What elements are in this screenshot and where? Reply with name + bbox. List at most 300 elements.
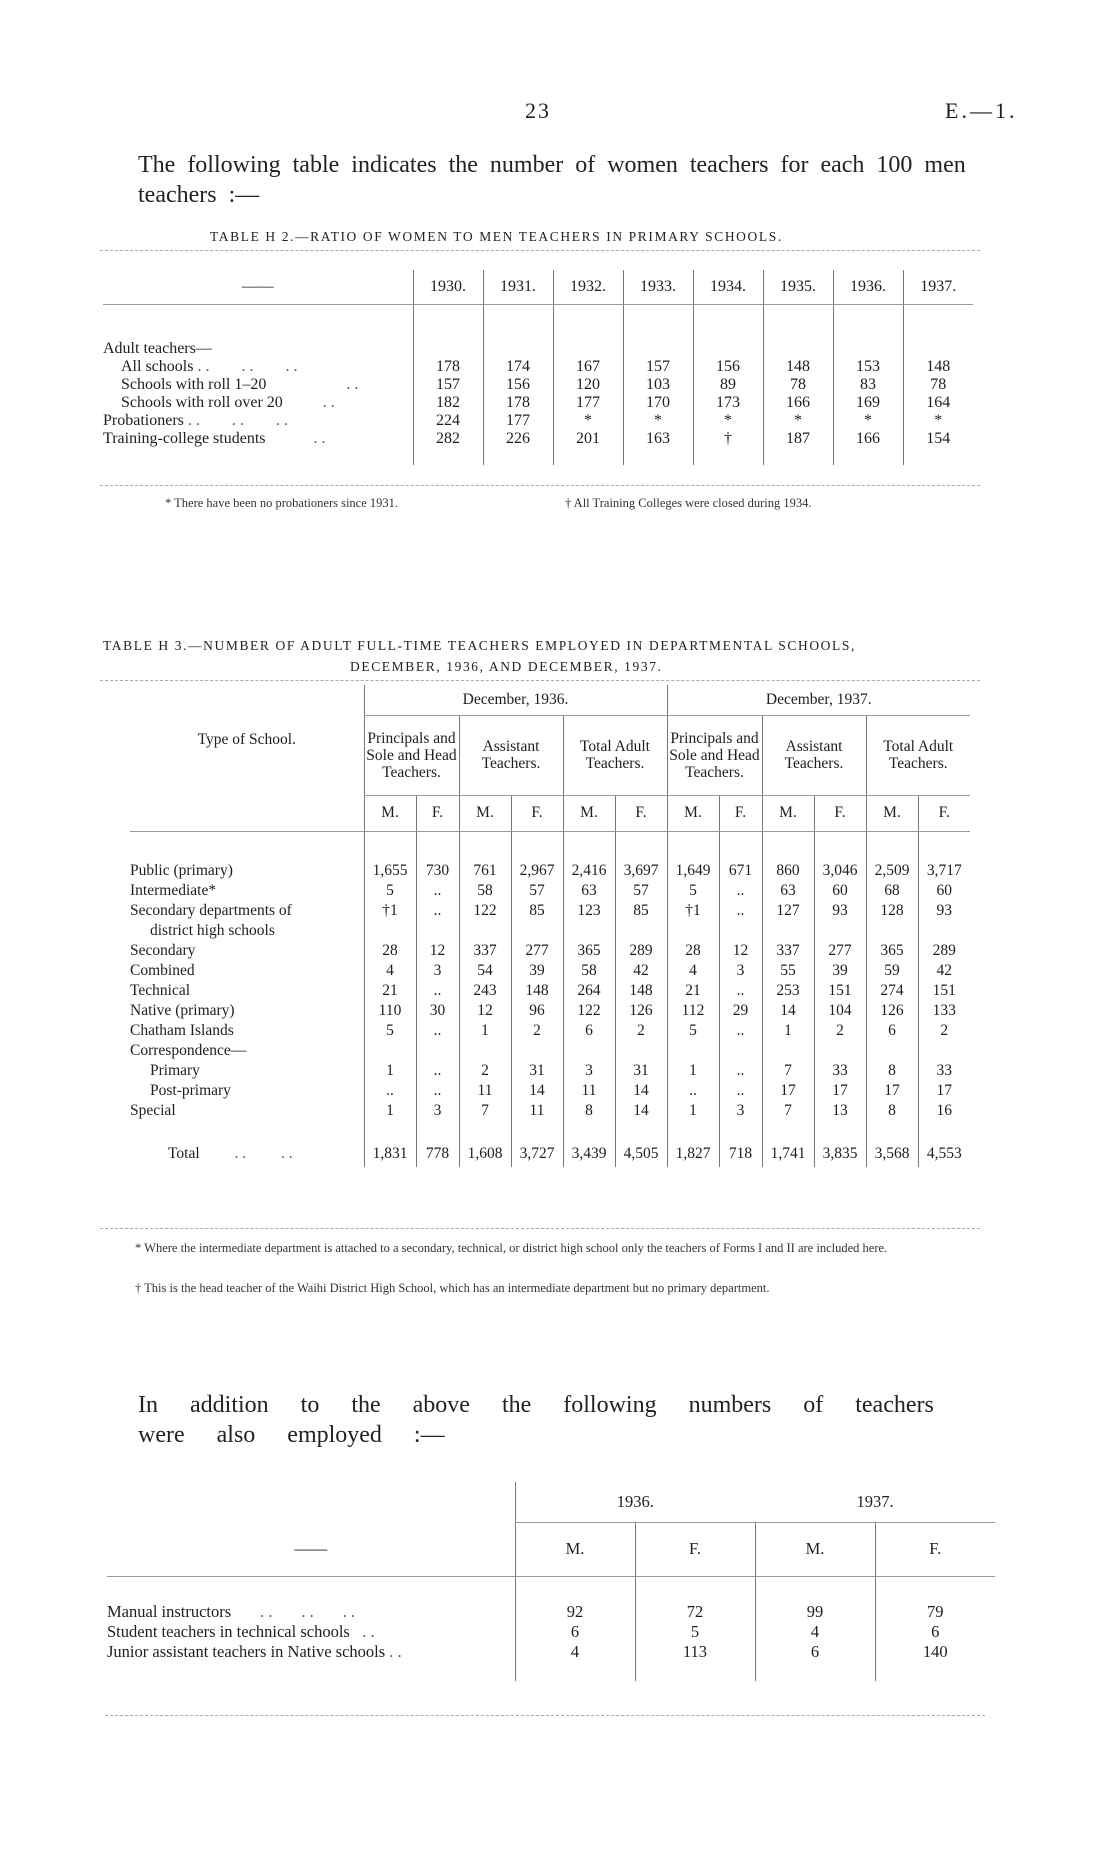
table-h3-caption-line1: TABLE H 3.—NUMBER OF ADULT FULL-TIME TEACHERS EMPLOYED IN DEPARTMENTAL SCHOOLS, xyxy=(103,638,856,653)
cell: 274 xyxy=(866,981,918,1001)
cell: 16 xyxy=(918,1101,970,1121)
cell: 28 xyxy=(364,941,416,961)
cell: 4 xyxy=(364,961,416,981)
cell: 59 xyxy=(866,961,918,981)
year-header: 1930. xyxy=(413,270,483,304)
cell: 7 xyxy=(762,1101,814,1121)
cell: 89 xyxy=(693,376,763,394)
cell: 14 xyxy=(615,1101,667,1121)
cell: 226 xyxy=(483,430,553,448)
f-header: F. xyxy=(511,795,563,831)
table-row xyxy=(130,1021,970,1041)
cell: 57 xyxy=(511,881,563,901)
table-h3-caption xyxy=(103,635,856,655)
cell: 11 xyxy=(563,1081,615,1101)
table-additional-stub-header: —— xyxy=(107,1522,515,1576)
row-label: All schools xyxy=(121,358,194,375)
cell: 187 xyxy=(763,430,833,448)
cell: 126 xyxy=(615,1001,667,1021)
table-h2-footnote-dagger: † All Training Colleges were closed during 1934. xyxy=(565,496,812,510)
table-row: Probationers . . . . . . 224 177 * * * * * * xyxy=(103,412,973,430)
cell: 169 xyxy=(833,394,903,412)
cell: 151 xyxy=(918,981,970,1001)
cell: 120 xyxy=(553,376,623,394)
period-header-1936: December, 1936. xyxy=(364,685,667,715)
total-cell: 1,831 xyxy=(364,1141,416,1167)
cell: 78 xyxy=(763,376,833,394)
f-header: F. xyxy=(635,1522,755,1576)
year-header: 1934. xyxy=(693,270,763,304)
cell: 148 xyxy=(511,981,563,1001)
table-h3-top-rule xyxy=(100,680,980,681)
cell: .. xyxy=(719,901,762,921)
table-row xyxy=(130,861,970,881)
table-h2-footnote-star: * There have been no probationers since 1931. xyxy=(165,496,399,510)
cell: .. xyxy=(719,1061,762,1081)
row-label: Combined xyxy=(130,962,195,979)
cell: 60 xyxy=(814,881,866,901)
year-header-1936: 1936. xyxy=(515,1482,755,1522)
cell: 55 xyxy=(762,961,814,981)
cell: 54 xyxy=(459,961,511,981)
cell: 96 xyxy=(511,1001,563,1021)
table-h2-bottom-rule xyxy=(100,485,980,486)
row-label: Manual instructors xyxy=(107,1602,232,1621)
cell: 253 xyxy=(762,981,814,1001)
cell: 6 xyxy=(515,1622,635,1642)
table-row: All schools . . . . . . 178 174 167 157 156 148 153 148 xyxy=(103,358,973,376)
table-h3-caption-2 xyxy=(350,656,663,676)
cell: 3 xyxy=(563,1061,615,1081)
cell: 264 xyxy=(563,981,615,1001)
cell: 28 xyxy=(667,941,719,961)
cell: 31 xyxy=(615,1061,667,1081)
m-header: M. xyxy=(563,795,615,831)
cell: 17 xyxy=(814,1081,866,1101)
cell: 2,509 xyxy=(866,861,918,881)
cell: 337 xyxy=(459,941,511,961)
cell: 1 xyxy=(762,1021,814,1041)
f-header: F. xyxy=(719,795,762,831)
table-h3-footnote-star: * Where the intermediate department is attached to a secondary, technical, or district high school only the teachers of Forms I and II are included here. xyxy=(135,1241,888,1255)
cell xyxy=(563,1041,615,1061)
cell: 156 xyxy=(693,358,763,376)
total-cell: 4,505 xyxy=(615,1141,667,1167)
cell: 174 xyxy=(483,358,553,376)
total-cell: 4,553 xyxy=(918,1141,970,1167)
cell: 1 xyxy=(667,1061,719,1081)
cell: 365 xyxy=(563,941,615,961)
table-row: Training-college students . . 282 226 201 163 † 187 166 154 xyxy=(103,430,973,448)
table-row xyxy=(130,1081,970,1101)
cell: * xyxy=(763,412,833,430)
year-header: 1935. xyxy=(763,270,833,304)
cell: 3,697 xyxy=(615,861,667,881)
cell: 17 xyxy=(866,1081,918,1101)
total-cell: 1,827 xyxy=(667,1141,719,1167)
total-cell: 1,741 xyxy=(762,1141,814,1167)
cell: 1 xyxy=(364,1061,416,1081)
group-header-principals: Principals and Sole and Head Teachers. xyxy=(667,715,762,795)
intro-paragraph: The following table indicates the number of women teachers for each 100 men teachers :— xyxy=(138,152,966,208)
m-header: M. xyxy=(667,795,719,831)
cell: 29 xyxy=(719,1001,762,1021)
cell xyxy=(364,1041,416,1061)
cell: 58 xyxy=(563,961,615,981)
cell: 83 xyxy=(833,376,903,394)
cell: 5 xyxy=(364,1021,416,1041)
row-label: Junior assistant teachers in Native schools xyxy=(107,1642,386,1661)
cell: 5 xyxy=(667,1021,719,1041)
cell xyxy=(719,921,762,941)
table-h3-total-row: Total . . . . 1,831 778 1,608 3,727 3,439 4,505 1,827 718 1,741 3,835 3,568 4,553 xyxy=(130,1141,970,1167)
cell: * xyxy=(693,412,763,430)
cell xyxy=(866,1041,918,1061)
m-header: M. xyxy=(364,795,416,831)
cell: 103 xyxy=(623,376,693,394)
cell: 2 xyxy=(918,1021,970,1041)
cell: 6 xyxy=(563,1021,615,1041)
cell: 17 xyxy=(918,1081,970,1101)
cell: 3,046 xyxy=(814,861,866,881)
cell: 277 xyxy=(511,941,563,961)
cell: 2 xyxy=(511,1021,563,1041)
table-row: Schools with roll over 20 . . 182 178 177 170 173 166 169 164 xyxy=(103,394,973,412)
cell xyxy=(416,1041,459,1061)
cell: 30 xyxy=(416,1001,459,1021)
cell: 68 xyxy=(866,881,918,901)
cell: 39 xyxy=(814,961,866,981)
cell xyxy=(615,1041,667,1061)
cell: 2 xyxy=(459,1061,511,1081)
cell: 1,655 xyxy=(364,861,416,881)
f-header: F. xyxy=(814,795,866,831)
table-row: Junior assistant teachers in Native schools . . 4 113 6 140 xyxy=(107,1642,995,1662)
cell: 3 xyxy=(416,961,459,981)
cell: 1,649 xyxy=(667,861,719,881)
cell: 12 xyxy=(719,941,762,961)
row-label: Native (primary) xyxy=(130,1002,235,1019)
cell: 157 xyxy=(623,358,693,376)
table-h2 xyxy=(103,270,973,465)
cell: 60 xyxy=(918,881,970,901)
cell: 3 xyxy=(719,961,762,981)
group-header-assistant: Assistant Teachers. xyxy=(762,715,866,795)
cell: 177 xyxy=(483,412,553,430)
cell: 3 xyxy=(719,1101,762,1121)
cell: 33 xyxy=(918,1061,970,1081)
cell: 4 xyxy=(515,1642,635,1662)
table-row xyxy=(130,901,970,921)
cell: 177 xyxy=(553,394,623,412)
cell xyxy=(511,1041,563,1061)
f-header: F. xyxy=(615,795,667,831)
cell: 21 xyxy=(364,981,416,1001)
document-code: E.—1. xyxy=(945,98,1018,123)
cell: 42 xyxy=(615,961,667,981)
cell: 127 xyxy=(762,901,814,921)
cell: .. xyxy=(416,1021,459,1041)
cell: 166 xyxy=(833,430,903,448)
cell xyxy=(814,1041,866,1061)
cell: 860 xyxy=(762,861,814,881)
additional-intro-paragraph: In addition to the above the following numbers of teachers were also employed :— xyxy=(138,1392,934,1448)
cell: 151 xyxy=(814,981,866,1001)
cell: 153 xyxy=(833,358,903,376)
table-additional-year-row xyxy=(107,1482,995,1522)
table-row xyxy=(130,1061,970,1081)
group-header-total: Total Adult Teachers. xyxy=(563,715,667,795)
cell: †1 xyxy=(364,901,416,921)
cell: .. xyxy=(416,1081,459,1101)
cell: 7 xyxy=(459,1101,511,1121)
cell xyxy=(615,921,667,941)
table-h3-footnote-dagger: † This is the head teacher of the Waihi District High School, which has an intermediate department but no primary department. xyxy=(135,1281,770,1295)
cell xyxy=(814,921,866,941)
table-row: Student teachers in technical schools . . 6 5 4 6 xyxy=(107,1622,995,1642)
cell: 110 xyxy=(364,1001,416,1021)
cell: 85 xyxy=(615,901,667,921)
cell: 7 xyxy=(762,1061,814,1081)
cell: 1 xyxy=(364,1101,416,1121)
row-label: Technical xyxy=(130,982,191,999)
cell: * xyxy=(903,412,973,430)
cell: 57 xyxy=(615,881,667,901)
cell: * xyxy=(833,412,903,430)
table-row xyxy=(130,981,970,1001)
m-header: M. xyxy=(515,1522,635,1576)
cell: 133 xyxy=(918,1001,970,1021)
cell: 178 xyxy=(483,394,553,412)
table-additional-mf-row xyxy=(107,1522,995,1576)
cell: 148 xyxy=(615,981,667,1001)
cell: 6 xyxy=(875,1622,995,1642)
table-row xyxy=(130,1041,970,1061)
cell: 11 xyxy=(511,1101,563,1121)
cell: 85 xyxy=(511,901,563,921)
cell: 277 xyxy=(814,941,866,961)
row-label: Training-college students xyxy=(103,430,266,447)
cell: 72 xyxy=(635,1602,755,1622)
cell: 1 xyxy=(459,1021,511,1041)
row-label: Intermediate* xyxy=(130,882,217,899)
f-header: F. xyxy=(918,795,970,831)
cell: 93 xyxy=(814,901,866,921)
cell: .. xyxy=(719,1021,762,1041)
cell: 33 xyxy=(814,1061,866,1081)
table-row xyxy=(130,1001,970,1021)
table-h3-period-row xyxy=(130,685,970,715)
cell: † xyxy=(693,430,763,448)
cell xyxy=(918,921,970,941)
cell: .. xyxy=(719,1081,762,1101)
cell xyxy=(667,921,719,941)
cell xyxy=(762,921,814,941)
cell: * xyxy=(553,412,623,430)
table-h2-caption-text: TABLE H 2.—RATIO OF WOMEN TO MEN TEACHERS IN PRIMARY SCHOOLS. xyxy=(210,229,783,244)
cell xyxy=(866,921,918,941)
cell: 337 xyxy=(762,941,814,961)
table-h3-caption-line2: DECEMBER, 1936, AND DECEMBER, 1937. xyxy=(350,659,663,674)
row-label: Primary xyxy=(150,1062,200,1079)
section-label: Adult teachers— xyxy=(103,340,212,357)
table-h3-mf-row xyxy=(130,795,970,831)
cell: 167 xyxy=(553,358,623,376)
table-row: Manual instructors . . . . . . 92 72 99 79 xyxy=(107,1602,995,1622)
cell: 123 xyxy=(563,901,615,921)
table-row xyxy=(130,1101,970,1121)
cell: 4 xyxy=(667,961,719,981)
cell: 671 xyxy=(719,861,762,881)
year-header: 1936. xyxy=(833,270,903,304)
cell: .. xyxy=(416,881,459,901)
period-header-1937: December, 1937. xyxy=(667,685,970,715)
cell: 2,416 xyxy=(563,861,615,881)
cell: 58 xyxy=(459,881,511,901)
row-label: Post-primary xyxy=(150,1082,231,1099)
cell: 289 xyxy=(918,941,970,961)
table-h2-stub-header: —— xyxy=(103,270,413,304)
row-label: Schools with roll 1–20 xyxy=(121,376,267,393)
cell: 6 xyxy=(866,1021,918,1041)
table-h3 xyxy=(130,685,970,1167)
row-label: Secondary departments of xyxy=(130,902,292,919)
cell: 4 xyxy=(755,1622,875,1642)
cell: 11 xyxy=(459,1081,511,1101)
cell: 5 xyxy=(635,1622,755,1642)
cell: 154 xyxy=(903,430,973,448)
cell xyxy=(364,921,416,941)
table-h2-top-rule xyxy=(100,250,980,251)
cell: 157 xyxy=(413,376,483,394)
row-label: district high schools xyxy=(150,922,275,939)
group-header-principals: Principals and Sole and Head Teachers. xyxy=(364,715,459,795)
cell: 92 xyxy=(515,1602,635,1622)
row-label: Correspondence— xyxy=(130,1042,247,1059)
cell: 8 xyxy=(866,1101,918,1121)
cell xyxy=(667,1041,719,1061)
year-header-1937: 1937. xyxy=(755,1482,995,1522)
cell: 6 xyxy=(755,1642,875,1662)
m-header: M. xyxy=(459,795,511,831)
total-cell: 778 xyxy=(416,1141,459,1167)
cell: 3 xyxy=(416,1101,459,1121)
cell: 182 xyxy=(413,394,483,412)
group-header-total: Total Adult Teachers. xyxy=(866,715,970,795)
cell: 289 xyxy=(615,941,667,961)
total-cell: 1,608 xyxy=(459,1141,511,1167)
cell: 730 xyxy=(416,861,459,881)
cell: 282 xyxy=(413,430,483,448)
cell: * xyxy=(623,412,693,430)
total-cell: 3,835 xyxy=(814,1141,866,1167)
cell xyxy=(511,921,563,941)
cell: 243 xyxy=(459,981,511,1001)
cell: 14 xyxy=(615,1081,667,1101)
m-header: M. xyxy=(755,1522,875,1576)
cell: 21 xyxy=(667,981,719,1001)
cell: 12 xyxy=(459,1001,511,1021)
table-row xyxy=(103,340,973,358)
cell: .. xyxy=(416,981,459,1001)
cell: 39 xyxy=(511,961,563,981)
cell: 201 xyxy=(553,430,623,448)
cell: 126 xyxy=(866,1001,918,1021)
total-cell: 3,727 xyxy=(511,1141,563,1167)
cell: 170 xyxy=(623,394,693,412)
cell: 112 xyxy=(667,1001,719,1021)
row-label: Probationers xyxy=(103,412,184,429)
cell: .. xyxy=(416,1061,459,1081)
row-label: Secondary xyxy=(130,942,196,959)
table-row xyxy=(130,921,970,941)
cell: 5 xyxy=(667,881,719,901)
cell: 365 xyxy=(866,941,918,961)
cell: 13 xyxy=(814,1101,866,1121)
group-header-assistant: Assistant Teachers. xyxy=(459,715,563,795)
table-row xyxy=(130,961,970,981)
cell: 140 xyxy=(875,1642,995,1662)
table-h3-stub-header: Type of School. xyxy=(197,731,296,748)
table-row xyxy=(130,941,970,961)
cell: 104 xyxy=(814,1001,866,1021)
row-label: Student teachers in technical schools xyxy=(107,1622,350,1641)
cell: 178 xyxy=(413,358,483,376)
year-header: 1933. xyxy=(623,270,693,304)
cell: 173 xyxy=(693,394,763,412)
cell: 164 xyxy=(903,394,973,412)
total-cell: 3,568 xyxy=(866,1141,918,1167)
cell: .. xyxy=(719,981,762,1001)
cell xyxy=(563,921,615,941)
table-row xyxy=(130,881,970,901)
table-additional-bottom-rule xyxy=(105,1715,985,1716)
f-header: F. xyxy=(416,795,459,831)
table-row: Schools with roll 1–20 . . 157 156 120 103 89 78 83 78 xyxy=(103,376,973,394)
cell: 8 xyxy=(866,1061,918,1081)
table-h3-bottom-rule xyxy=(100,1228,980,1229)
cell: 42 xyxy=(918,961,970,981)
cell: 63 xyxy=(563,881,615,901)
table-additional xyxy=(107,1482,995,1681)
cell: 163 xyxy=(623,430,693,448)
row-label: Schools with roll over 20 xyxy=(121,394,283,411)
cell: 128 xyxy=(866,901,918,921)
cell: 12 xyxy=(416,941,459,961)
m-header: M. xyxy=(762,795,814,831)
cell: 1 xyxy=(667,1101,719,1121)
cell: 99 xyxy=(755,1602,875,1622)
cell xyxy=(719,1041,762,1061)
cell: 79 xyxy=(875,1602,995,1622)
cell: 31 xyxy=(511,1061,563,1081)
cell: 156 xyxy=(483,376,553,394)
row-label: Special xyxy=(130,1102,176,1119)
table-h3-body xyxy=(130,861,970,1121)
cell xyxy=(762,1041,814,1061)
cell: .. xyxy=(364,1081,416,1101)
page-number: 23 xyxy=(525,98,551,123)
cell xyxy=(459,1041,511,1061)
cell: 148 xyxy=(763,358,833,376)
row-label: Chatham Islands xyxy=(130,1022,234,1039)
cell: 122 xyxy=(563,1001,615,1021)
cell: 8 xyxy=(563,1101,615,1121)
cell: 224 xyxy=(413,412,483,430)
cell: 3,717 xyxy=(918,861,970,881)
row-label: Public (primary) xyxy=(130,862,233,879)
f-header: F. xyxy=(875,1522,995,1576)
